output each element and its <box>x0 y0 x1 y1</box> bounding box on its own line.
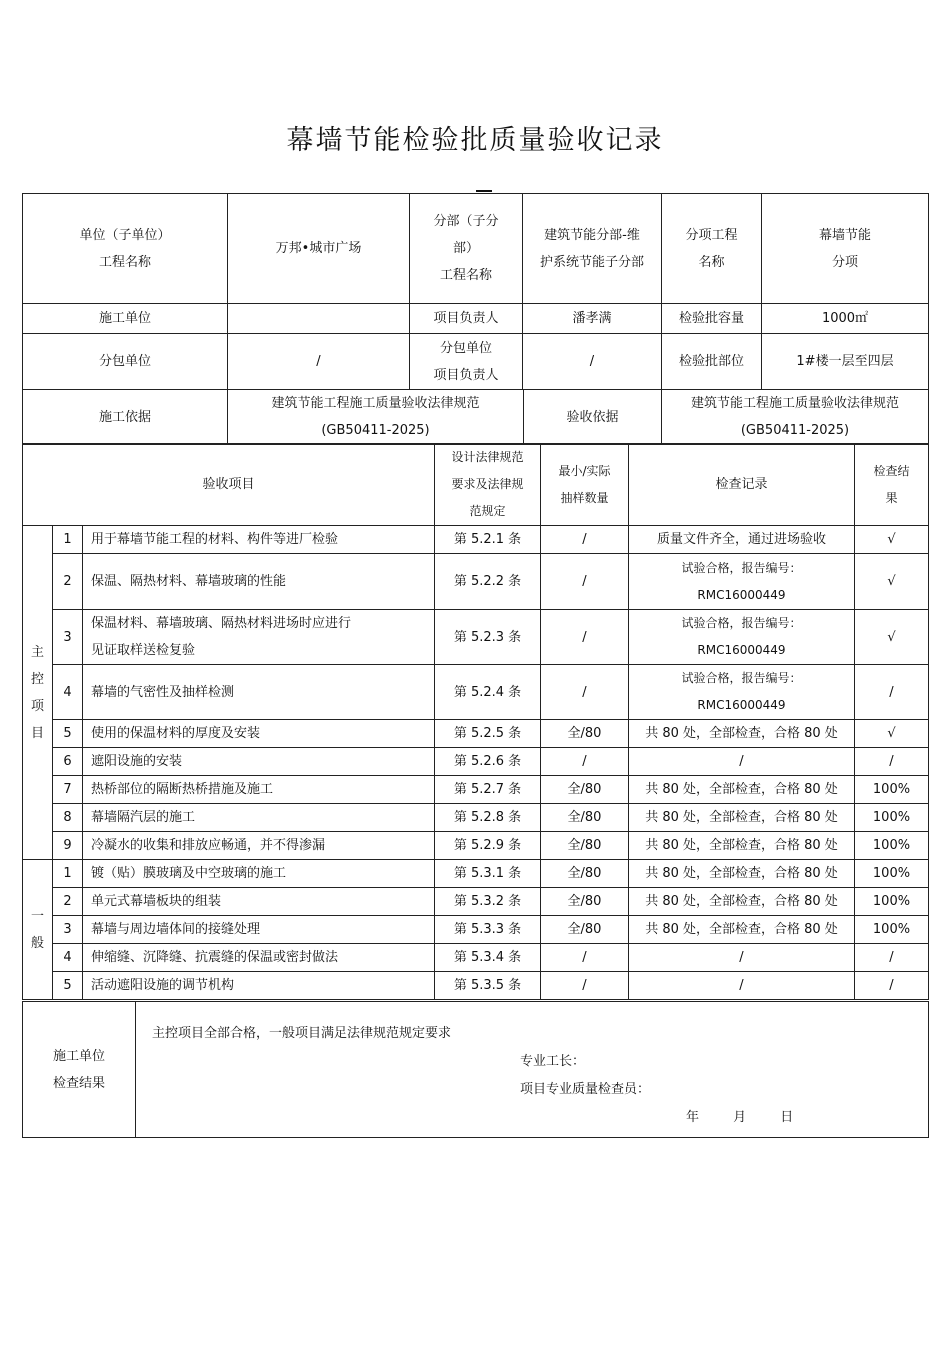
inspector-signature-label: 项目专业质量检查员： <box>520 1082 651 1097</box>
subdivision-value: 建筑节能分部-维 护系统节能子分部 <box>523 194 662 304</box>
item-number: 9 <box>53 832 83 860</box>
table-row <box>23 972 929 1000</box>
item-result: 100% <box>855 916 929 944</box>
item-description: 幕墙隔汽层的施工 <box>83 804 435 832</box>
item-record: / <box>629 748 855 776</box>
item-sample: 全/80 <box>541 888 629 916</box>
item-number: 5 <box>53 972 83 1000</box>
column-sample: 最小/实际 抽样数量 <box>541 444 629 526</box>
item-record: / <box>629 972 855 1000</box>
item-clause: 第 5.3.2 条 <box>435 888 541 916</box>
table-row <box>23 944 929 972</box>
column-record: 检查记录 <box>629 444 855 526</box>
table-row <box>23 610 929 665</box>
table-row <box>23 832 929 860</box>
item-description: 遮阳设施的安装 <box>83 748 435 776</box>
item-sample: 全/80 <box>541 860 629 888</box>
item-clause: 第 5.2.7 条 <box>435 776 541 804</box>
item-name-label: 分项工程 名称 <box>662 194 762 304</box>
sub-pm-value: / <box>523 334 662 390</box>
column-result: 检查结 果 <box>855 444 929 526</box>
item-number: 6 <box>53 748 83 776</box>
subcontractor-value: / <box>228 334 410 390</box>
item-clause: 第 5.3.4 条 <box>435 944 541 972</box>
table-row <box>23 554 929 610</box>
item-record: 共 80 处，全部检查，合格 80 处 <box>629 832 855 860</box>
acceptance-basis-value: 建筑节能工程施工质量验收法律规范 (GB50411-2025) <box>662 390 929 445</box>
item-description: 伸缩缝、沉降缝、抗震缝的保温或密封做法 <box>83 944 435 972</box>
table-row <box>23 776 929 804</box>
item-result: 100% <box>855 860 929 888</box>
item-record: 共 80 处，全部检查，合格 80 处 <box>629 776 855 804</box>
item-clause: 第 5.2.8 条 <box>435 804 541 832</box>
item-clause: 第 5.3.3 条 <box>435 916 541 944</box>
item-clause: 第 5.2.6 条 <box>435 748 541 776</box>
item-sample: 全/80 <box>541 916 629 944</box>
item-sample: 全/80 <box>541 832 629 860</box>
basis-table <box>22 389 929 445</box>
subdivision-label: 分部（子分 部） 工程名称 <box>410 194 523 304</box>
item-clause: 第 5.2.4 条 <box>435 665 541 720</box>
general-group-label: 一 般 <box>23 860 53 1000</box>
item-record: 共 80 处，全部检查，合格 80 处 <box>629 804 855 832</box>
item-record: 共 80 处，全部检查，合格 80 处 <box>629 860 855 888</box>
decorative-mark <box>476 190 492 192</box>
item-result: √ <box>855 526 929 554</box>
table-row <box>23 526 929 554</box>
item-sample: 全/80 <box>541 720 629 748</box>
item-description: 幕墙的气密性及抽样检测 <box>83 665 435 720</box>
items-table <box>22 443 929 1000</box>
item-result: √ <box>855 554 929 610</box>
inspection-result-content <box>136 1002 929 1138</box>
page-title: 幕墙节能检验批质量验收记录 <box>286 125 664 156</box>
item-description: 用于幕墙节能工程的材料、构件等进厂检验 <box>83 526 435 554</box>
item-number: 1 <box>53 526 83 554</box>
table-row <box>23 860 929 888</box>
item-result: √ <box>855 610 929 665</box>
footer-table <box>22 1001 929 1138</box>
subcontractor-label: 分包单位 <box>23 334 228 390</box>
conclusion-text: 主控项目全部合格，一般项目满足法律规范规定要求 <box>152 1026 452 1041</box>
item-result: 100% <box>855 804 929 832</box>
item-clause: 第 5.2.1 条 <box>435 526 541 554</box>
item-result: √ <box>855 720 929 748</box>
column-spec: 设计法律规范 要求及法律规 范规定 <box>435 444 541 526</box>
item-number: 4 <box>53 665 83 720</box>
construction-basis-label: 施工依据 <box>23 390 228 445</box>
item-number: 8 <box>53 804 83 832</box>
item-result: / <box>855 972 929 1000</box>
acceptance-basis-label: 验收依据 <box>524 390 662 445</box>
item-result: 100% <box>855 888 929 916</box>
table-row <box>23 804 929 832</box>
item-clause: 第 5.2.3 条 <box>435 610 541 665</box>
item-description: 保温材料、幕墙玻璃、隔热材料进场时应进行 见证取样送检复验 <box>83 610 435 665</box>
item-number: 2 <box>53 554 83 610</box>
item-result: / <box>855 665 929 720</box>
item-description: 镀（贴）膜玻璃及中空玻璃的施工 <box>83 860 435 888</box>
item-record: 共 80 处，全部检查，合格 80 处 <box>629 720 855 748</box>
contractor-value <box>228 304 410 334</box>
item-number: 2 <box>53 888 83 916</box>
item-number: 4 <box>53 944 83 972</box>
item-clause: 第 5.2.5 条 <box>435 720 541 748</box>
item-record: / <box>629 944 855 972</box>
item-record: 试验合格，报告编号： RMC16000449 <box>629 610 855 665</box>
item-result: 100% <box>855 776 929 804</box>
item-number: 1 <box>53 860 83 888</box>
item-description: 单元式幕墙板块的组装 <box>83 888 435 916</box>
table-row <box>23 748 929 776</box>
item-sample: / <box>541 554 629 610</box>
item-description: 冷凝水的收集和排放应畅通，并不得渗漏 <box>83 832 435 860</box>
item-clause: 第 5.2.9 条 <box>435 832 541 860</box>
main-control-group-label: 主 控 项 目 <box>23 526 53 860</box>
item-description: 使用的保温材料的厚度及安装 <box>83 720 435 748</box>
item-description: 活动遮阳设施的调节机构 <box>83 972 435 1000</box>
inspection-result-label: 施工单位 检查结果 <box>23 1002 136 1138</box>
item-record: 试验合格，报告编号： RMC16000449 <box>629 665 855 720</box>
item-name-value: 幕墙节能 分项 <box>762 194 929 304</box>
batch-capacity-label: 检验批容量 <box>662 304 762 334</box>
header-table <box>22 193 929 390</box>
batch-location-label: 检验批部位 <box>662 334 762 390</box>
signature-date: 年 月 日 <box>686 1110 794 1125</box>
batch-capacity-value: 1000㎡ <box>762 304 929 334</box>
batch-location-value: 1#楼一层至四层 <box>762 334 929 390</box>
item-number: 3 <box>53 916 83 944</box>
table-row <box>23 665 929 720</box>
item-clause: 第 5.3.1 条 <box>435 860 541 888</box>
item-number: 5 <box>53 720 83 748</box>
item-number: 3 <box>53 610 83 665</box>
item-record: 共 80 处，全部检查，合格 80 处 <box>629 916 855 944</box>
item-result: 100% <box>855 832 929 860</box>
item-sample: / <box>541 665 629 720</box>
item-sample: / <box>541 944 629 972</box>
item-clause: 第 5.3.5 条 <box>435 972 541 1000</box>
item-description: 保温、隔热材料、幕墙玻璃的性能 <box>83 554 435 610</box>
item-sample: / <box>541 526 629 554</box>
table-row <box>23 888 929 916</box>
project-manager-value: 潘孝满 <box>523 304 662 334</box>
item-sample: / <box>541 748 629 776</box>
unit-name-label: 单位（子单位） 工程名称 <box>23 194 228 304</box>
item-number: 7 <box>53 776 83 804</box>
item-sample: / <box>541 972 629 1000</box>
item-record: 共 80 处，全部检查，合格 80 处 <box>629 888 855 916</box>
item-record: 试验合格，报告编号： RMC16000449 <box>629 554 855 610</box>
sub-pm-label: 分包单位 项目负责人 <box>410 334 523 390</box>
item-sample: 全/80 <box>541 804 629 832</box>
item-description: 热桥部位的隔断热桥措施及施工 <box>83 776 435 804</box>
item-result: / <box>855 748 929 776</box>
item-sample: / <box>541 610 629 665</box>
table-row <box>23 720 929 748</box>
foreman-signature-label: 专业工长： <box>520 1054 586 1069</box>
item-clause: 第 5.2.2 条 <box>435 554 541 610</box>
construction-basis-value: 建筑节能工程施工质量验收法律规范 (GB50411-2025) <box>228 390 524 445</box>
item-record: 质量文件齐全，通过进场验收 <box>629 526 855 554</box>
item-description: 幕墙与周边墙体间的接缝处理 <box>83 916 435 944</box>
column-header-row <box>23 444 929 526</box>
column-item: 验收项目 <box>23 444 435 526</box>
table-row <box>23 916 929 944</box>
project-manager-label: 项目负责人 <box>410 304 523 334</box>
unit-name-value: 万邦•城市广场 <box>228 194 410 304</box>
contractor-label: 施工单位 <box>23 304 228 334</box>
item-result: / <box>855 944 929 972</box>
item-sample: 全/80 <box>541 776 629 804</box>
